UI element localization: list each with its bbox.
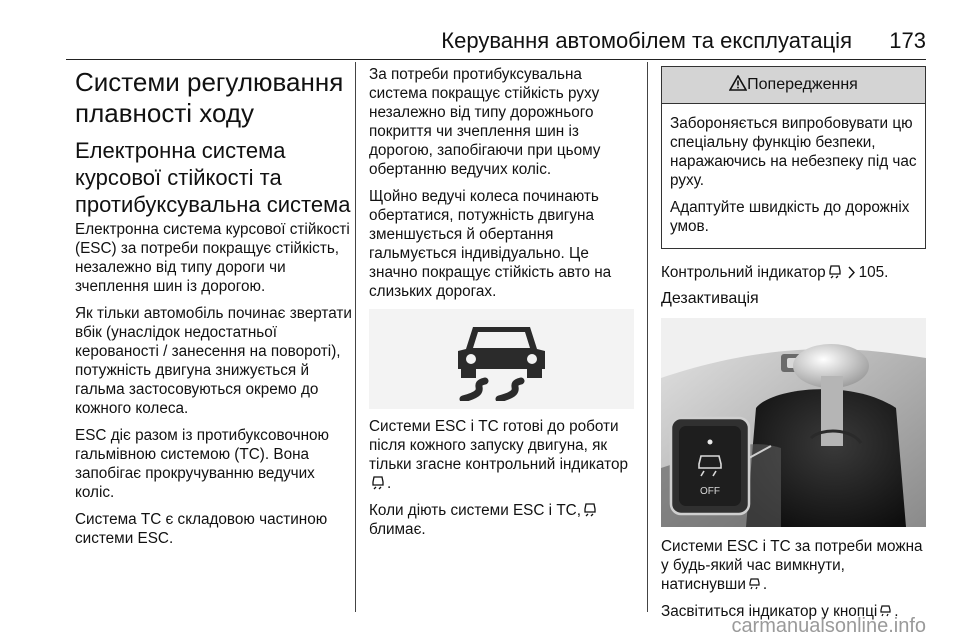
paragraph — [661, 537, 926, 594]
paragraph-text-end: . — [762, 576, 768, 593]
warning-header — [662, 67, 925, 104]
column-3 — [661, 62, 926, 629]
section-title: Системи регулювання плавності ходу — [75, 67, 344, 128]
column-1 — [75, 62, 355, 556]
page-reference-icon — [847, 266, 856, 279]
esc-off-button-icon — [749, 578, 760, 591]
paragraph-text: Системи ESC і TC готові до роботи після кожного запуску двигуна, як тільки згасне контрольний індикатор — [369, 418, 628, 473]
paragraph-text-end: . — [387, 475, 392, 492]
warning-paragraph: Забороняється випробовувати цю спеціальну функцію безпеки, наражаючись на небезпеку під час руху. — [670, 115, 917, 189]
esc-indicator-icon — [372, 476, 384, 490]
page-reference: 105. — [858, 264, 889, 281]
paragraph: Щойно ведучі колеса починають обертатися, потужність двигуна зменшується й обертання гальмується індивідуально. Це значно покращує стійкість авто на слизьких дорогах. — [369, 188, 612, 300]
skidding-car-icon — [449, 319, 554, 401]
paragraph-text-end: блимає. — [369, 521, 426, 538]
esc-indicator-icon — [829, 265, 841, 279]
paragraph-text: Контрольний індикатор — [661, 264, 826, 281]
warning-body — [662, 104, 925, 248]
paragraph: Система TC є складовою частиною системи ESC. — [75, 511, 328, 547]
warning-paragraph: Адаптуйте швидкість до дорожніх умов. — [670, 199, 910, 235]
watermark: carmanualsonline.info — [731, 615, 926, 637]
warning-triangle-icon — [729, 75, 747, 91]
gear-console-illustration — [661, 318, 926, 527]
paragraph: За потреби протибуксувальна система покращує стійкість руху незалежно від типу дорожнього покриття чи зчеплення шин із дорогою, запобігаючи при цьому обертанню ведучих коліс. — [369, 66, 601, 178]
console-photo — [661, 318, 926, 527]
column-divider-2 — [647, 62, 648, 612]
subsection-title: Дезактивація — [661, 290, 759, 307]
esc-indicator-illustration — [369, 309, 634, 409]
paragraph-text: Коли діють системи ESC і TC, — [369, 502, 581, 519]
paragraph — [369, 501, 634, 539]
header-rule — [66, 59, 926, 60]
page-header — [66, 22, 926, 62]
warning-title: Попередження — [747, 76, 858, 93]
paragraph: ESC діє разом із протибуксовочною гальмівною системою (TC). Вона запобігає прокручуванню ведучих коліс. — [75, 427, 330, 501]
page-number: 173 — [889, 28, 926, 53]
paragraph — [369, 417, 634, 493]
paragraph-text: Засвітиться індикатор у кнопці — [661, 603, 878, 620]
paragraph-text-end: . — [894, 603, 899, 620]
paragraph: Як тільки автомобіль починає звертати вбік (унаслідок недостатньої керованості / занесення на повороті), потужність двигуна знижується й гальма застосовуються окремо до кожного колеса. — [75, 305, 352, 417]
warning-box — [661, 66, 926, 249]
esc-off-button-label: OFF — [700, 486, 720, 497]
paragraph: Електронна система курсової стійкості (ESC) за потреби покращує стійкість, незалежно від типу дороги чи зчеплення шин із дорогою. — [75, 221, 350, 295]
column-2 — [369, 62, 634, 547]
header-title: Керування автомобілем та експлуатація — [441, 28, 852, 53]
paragraph — [661, 263, 926, 282]
column-divider-1 — [355, 62, 356, 612]
subsection-title: Електронна система курсової стійкості та протибуксувальна система — [75, 138, 351, 217]
esc-indicator-icon — [584, 503, 596, 517]
paragraph-text: Системи ESC і TC за потреби можна у будь-який час вимкнути, натиснувши — [661, 538, 923, 593]
